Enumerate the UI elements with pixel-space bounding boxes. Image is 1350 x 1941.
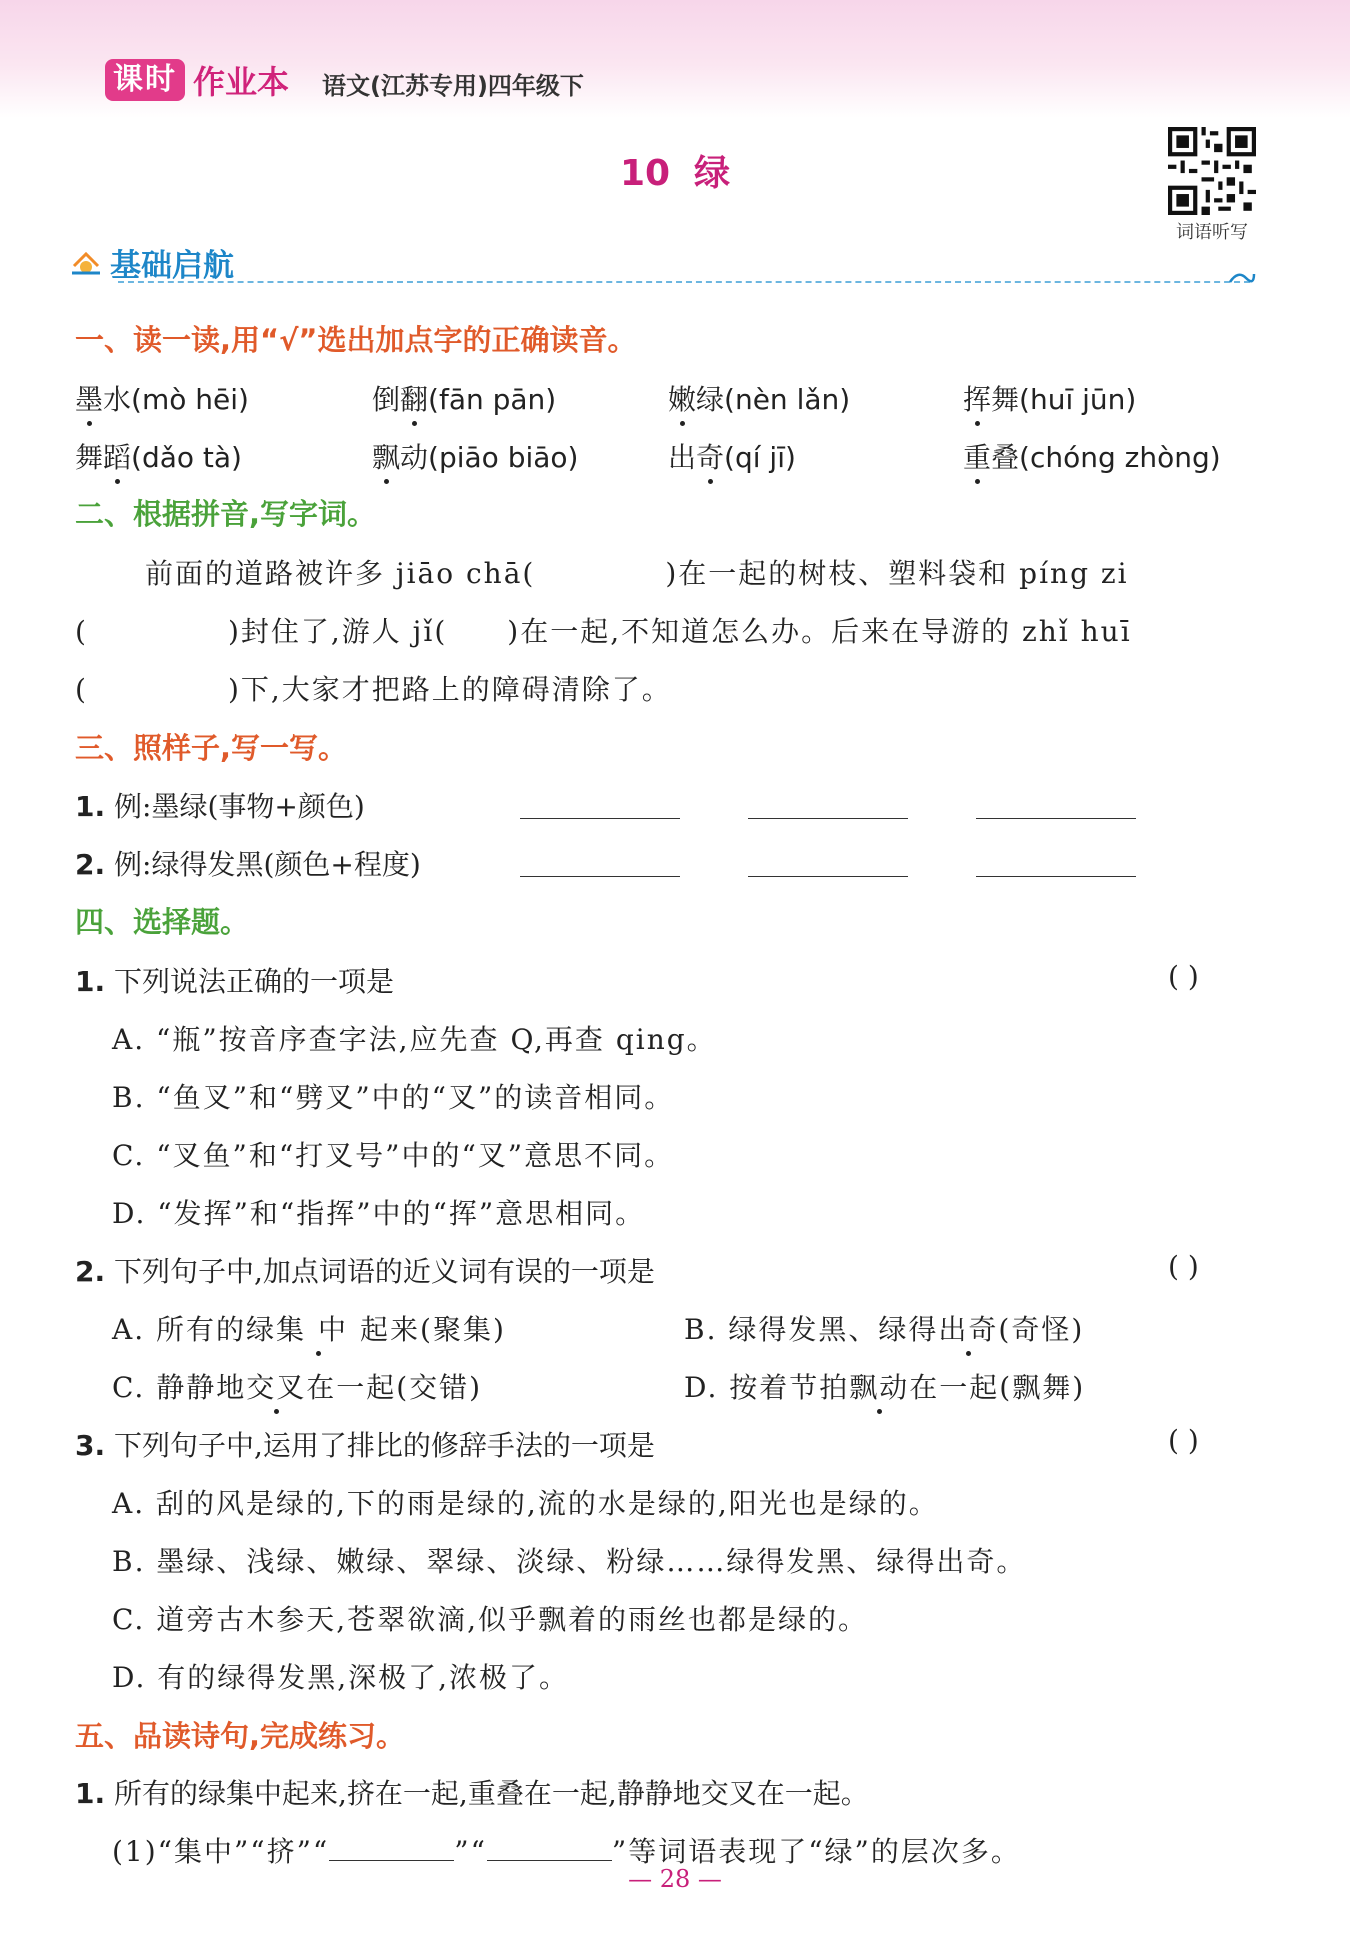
- q4-option-text: A. 所有的绿: [112, 1313, 277, 1346]
- q1-pinyin-options: (fān pān): [428, 383, 557, 416]
- q2-text: 在一起的树枝、塑料袋和 píng zi: [678, 557, 1129, 590]
- answer-paren-close: ): [507, 615, 521, 648]
- q4-option-text: B. 绿得发黑、绿得: [684, 1313, 939, 1346]
- q3-example: 例:绿得发黑(颜色+程度): [114, 848, 421, 881]
- q2-heading: 二、根据拼音,写字词。: [75, 497, 377, 531]
- lesson-title: [0, 145, 1350, 196]
- q4-option: [684, 1366, 1085, 1406]
- q1-item: [372, 436, 578, 476]
- q2-text: 前面的道路被许多 jiāo chā: [145, 557, 523, 590]
- q3-item: [75, 843, 421, 883]
- q3-item: [75, 785, 365, 825]
- q4-option-text: C. 静静地: [112, 1371, 247, 1404]
- q1-pinyin-options: (nèn lǎn): [724, 383, 851, 416]
- q3-heading: 三、照样子,写一写。: [75, 731, 348, 765]
- lesson-number: 10: [619, 153, 671, 194]
- q4-question-text: 下列句子中,运用了排比的修辞手法的一项是: [114, 1429, 655, 1462]
- q5-number: 1.: [75, 1777, 106, 1810]
- answer-blank[interactable]: [748, 876, 908, 877]
- q5-passage-text: 所有的绿集中起来,挤在一起,重叠在一起,静静地交叉在一起。: [114, 1777, 869, 1810]
- answer-blank[interactable]: [976, 876, 1136, 877]
- q1-dotted-char: 重: [963, 436, 991, 476]
- q4-option: [112, 1308, 506, 1348]
- q1-dotted-char: 嫩: [668, 378, 696, 418]
- qr-code-icon[interactable]: [1168, 127, 1256, 215]
- q2-line-3: [75, 668, 672, 708]
- q4-option-text: (奇怪): [998, 1313, 1085, 1346]
- q5-sub-text: (1)“集中”“挤”“: [112, 1835, 330, 1868]
- qr-label: 词语听写: [1176, 222, 1248, 243]
- q4-dotted-word: 集中: [276, 1308, 360, 1348]
- q2-line-1: [145, 552, 1129, 592]
- brand-name: 作业本: [193, 63, 290, 101]
- q4-option-text: D. 按着节拍: [684, 1371, 850, 1404]
- q4-option-text: 在一起(交错): [306, 1371, 483, 1404]
- q5-sub-text: ”“: [454, 1835, 487, 1868]
- q5-subquestion: [112, 1830, 1021, 1870]
- page-number: — 28 —: [628, 1865, 722, 1893]
- q1-item-pre: 舞: [75, 441, 104, 474]
- q4-number: 2.: [75, 1255, 106, 1288]
- q4-question: [75, 1250, 655, 1290]
- sunrise-icon: [70, 248, 102, 278]
- q2-text: 在一起,不知道怎么办。后来在导游的 zhǐ huī: [520, 615, 1132, 648]
- q4-option: D. 有的绿得发黑,深极了,浓极了。: [112, 1661, 570, 1694]
- q1-pinyin-options: (chóng zhòng): [1019, 441, 1221, 474]
- brand-mark: 课时: [105, 59, 185, 101]
- q3-number: 2.: [75, 848, 106, 881]
- book-subtitle: 语文(江苏专用)四年级下: [322, 72, 584, 100]
- q4-option: [112, 1366, 482, 1406]
- q3-example: 例:墨绿(事物+颜色): [114, 790, 365, 823]
- answer-blank[interactable]: [329, 1860, 454, 1861]
- q1-item: [963, 436, 1221, 476]
- q4-option-text: 在一起(飘舞): [909, 1371, 1086, 1404]
- q5-heading: 五、品读诗句,完成练习。: [75, 1719, 406, 1753]
- q1-pinyin-options: (huī jūn): [1019, 383, 1137, 416]
- answer-blank[interactable]: [520, 818, 680, 819]
- answer-paren-open: (: [522, 557, 536, 590]
- q1-item: [75, 436, 242, 476]
- q1-dotted-char: 翻: [400, 378, 428, 418]
- q1-item-post: 水: [103, 383, 132, 416]
- q1-heading: 一、读一读,用“√”选出加点字的正确读音。: [75, 323, 637, 357]
- section-title: 基础启航: [110, 248, 234, 284]
- q5-sub-text: ”等词语表现了“绿”的层次多。: [611, 1835, 1021, 1868]
- q4-question-text: 下列说法正确的一项是: [114, 965, 395, 998]
- q1-dotted-char: 飘: [372, 436, 400, 476]
- q4-option: D. “发挥”和“指挥”中的“挥”意思相同。: [112, 1197, 646, 1230]
- answer-paren-open: (: [75, 615, 88, 648]
- q1-item-pre: 倒: [372, 383, 401, 416]
- answer-paren-close: ): [665, 557, 679, 590]
- q1-pinyin-options: (piāo biāo): [428, 441, 579, 474]
- q1-item-post: 绿: [696, 383, 725, 416]
- q1-item: [963, 378, 1136, 418]
- q4-option: [684, 1308, 1084, 1348]
- q1-item-post: 动: [400, 441, 429, 474]
- q4-number: 3.: [75, 1429, 106, 1462]
- lesson-name: 绿: [694, 153, 731, 194]
- q1-item-post: 舞: [991, 383, 1020, 416]
- q4-option: C. 道旁古木参天,苍翠欲滴,似乎飘着的雨丝也都是绿的。: [112, 1603, 869, 1636]
- q1-item-post: 叠: [991, 441, 1020, 474]
- q4-dotted-word: 出奇: [938, 1308, 998, 1348]
- q1-dotted-char: 奇: [696, 436, 724, 476]
- q4-dotted-word: 飘动: [849, 1366, 909, 1406]
- answer-paren-close: ): [227, 615, 241, 648]
- q1-dotted-char: 蹈: [103, 436, 131, 476]
- q1-pinyin-options: (mò hēi): [131, 383, 249, 416]
- q4-option: B. “鱼叉”和“劈叉”中的“叉”的读音相同。: [112, 1081, 675, 1114]
- q2-line-2: [75, 610, 1132, 650]
- q1-dotted-char: 挥: [963, 378, 991, 418]
- answer-paren-close: ): [227, 673, 241, 706]
- q4-dotted-word: 交叉: [246, 1366, 306, 1406]
- answer-blank[interactable]: [976, 818, 1136, 819]
- answer-blank[interactable]: [487, 1860, 612, 1861]
- q4-option-text: 起来(聚集): [360, 1313, 506, 1346]
- q4-number: 1.: [75, 965, 106, 998]
- q4-heading: 四、选择题。: [75, 905, 250, 939]
- answer-blank[interactable]: [748, 818, 908, 819]
- answer-paren-open: (: [75, 673, 88, 706]
- q4-option: B. 墨绿、浅绿、嫩绿、翠绿、淡绿、粉绿……绿得发黑、绿得出奇。: [112, 1545, 1027, 1578]
- q1-item: [75, 378, 249, 418]
- answer-paren-open: (: [434, 615, 448, 648]
- answer-paren[interactable]: ( ): [1168, 1250, 1199, 1283]
- q1-item: [372, 378, 556, 418]
- q1-item: [668, 436, 796, 476]
- q4-question-text: 下列句子中,加点词语的近义词有误的一项是: [114, 1255, 655, 1288]
- wave-arrow-icon: [1228, 266, 1256, 286]
- q1-item-pre: 出: [668, 441, 697, 474]
- q1-pinyin-options: (qí jī): [724, 441, 796, 474]
- q3-number: 1.: [75, 790, 106, 823]
- brand-logo: [105, 58, 289, 102]
- q5-passage: [75, 1772, 869, 1812]
- section-divider: [118, 281, 1250, 283]
- q1-dotted-char: 墨: [75, 378, 103, 418]
- section-header: [70, 240, 234, 285]
- q2-text: 封住了,游人 jǐ: [240, 615, 435, 648]
- q4-question: [75, 960, 394, 1000]
- q1-pinyin-options: (dǎo tà): [131, 441, 242, 474]
- q4-question: [75, 1424, 655, 1464]
- q4-option: C. “叉鱼”和“打叉号”中的“叉”意思不同。: [112, 1139, 675, 1172]
- answer-paren[interactable]: ( ): [1168, 1424, 1199, 1457]
- answer-paren[interactable]: ( ): [1168, 960, 1199, 993]
- q4-option: A. “瓶”按音序查字法,应先查 Q,再查 qing。: [112, 1023, 717, 1056]
- q1-item: [668, 378, 850, 418]
- q2-text: 下,大家才把路上的障碍清除了。: [240, 673, 672, 706]
- answer-blank[interactable]: [520, 876, 680, 877]
- q4-option: A. 刮的风是绿的,下的雨是绿的,流的水是绿的,阳光也是绿的。: [112, 1487, 939, 1520]
